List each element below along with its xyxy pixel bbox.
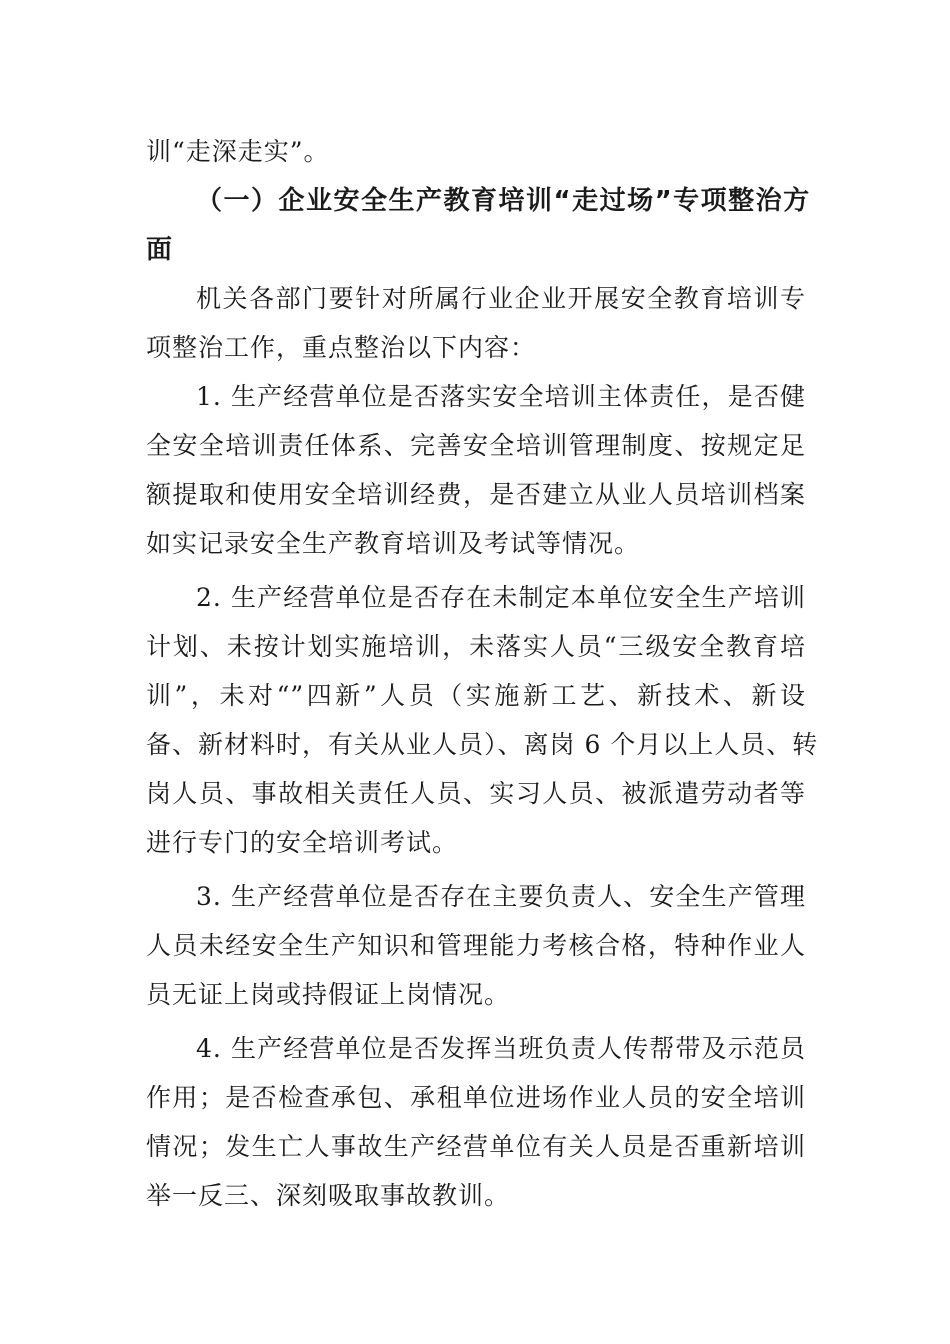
section-heading: （一）企业安全生产教育培训“走过场”专项整治方: [196, 186, 811, 216]
item-3-line: 3. 生产经营单位是否存在主要负责人、安全生产管理: [196, 882, 806, 911]
item-1-line: 全安全培训责任体系、完善安全培训管理制度、按规定足: [146, 431, 806, 460]
item-4-line: 情况；发生亡人事故生产经营单位有关人员是否重新培训: [146, 1132, 806, 1161]
item-3-line: 人员未经安全生产知识和管理能力考核合格，特种作业人: [146, 931, 806, 960]
item-4-line: 作用；是否检查承包、承租单位进场作业人员的安全培训: [146, 1083, 806, 1112]
item-4-line: 4. 生产经营单位是否发挥当班负责人传帮带及示范员: [196, 1034, 806, 1063]
item-2-line: 2. 生产经营单位是否存在未制定本单位安全生产培训: [196, 583, 806, 612]
item-1-line: 额提取和使用安全培训经费，是否建立从业人员培训档案: [146, 480, 806, 509]
item-2-line: 岗人员、事故相关责任人员、实习人员、被派遣劳动者等: [146, 779, 806, 808]
item-3-line: 员无证上岗或持假证上岗情况。: [146, 980, 511, 1009]
text-line: 训“走深走实”。: [146, 137, 330, 166]
item-2-line: 进行专门的安全培训考试。: [146, 828, 459, 857]
item-1-line: 如实记录安全生产教育培训及考试等情况。: [146, 529, 641, 558]
section-heading-continued: 面: [146, 235, 174, 265]
paragraph-line: 项整治工作，重点整治以下内容：: [146, 333, 537, 362]
item-2-line: 备、新材料时，有关从业人员）、离岗 6 个月以上人员、转: [146, 730, 819, 759]
item-1-line: 1. 生产经营单位是否落实安全培训主体责任，是否健: [196, 382, 806, 411]
item-2-line: 计划、未按计划实施培训，未落实人员“三级安全教育培: [146, 632, 806, 661]
paragraph-line: 机关各部门要针对所属行业企业开展安全教育培训专: [196, 284, 806, 313]
item-2-line: 训”，未对“”四新”人员（实施新工艺、新技术、新设: [146, 681, 806, 710]
item-4-line: 举一反三、深刻吸取事故教训。: [146, 1181, 511, 1210]
